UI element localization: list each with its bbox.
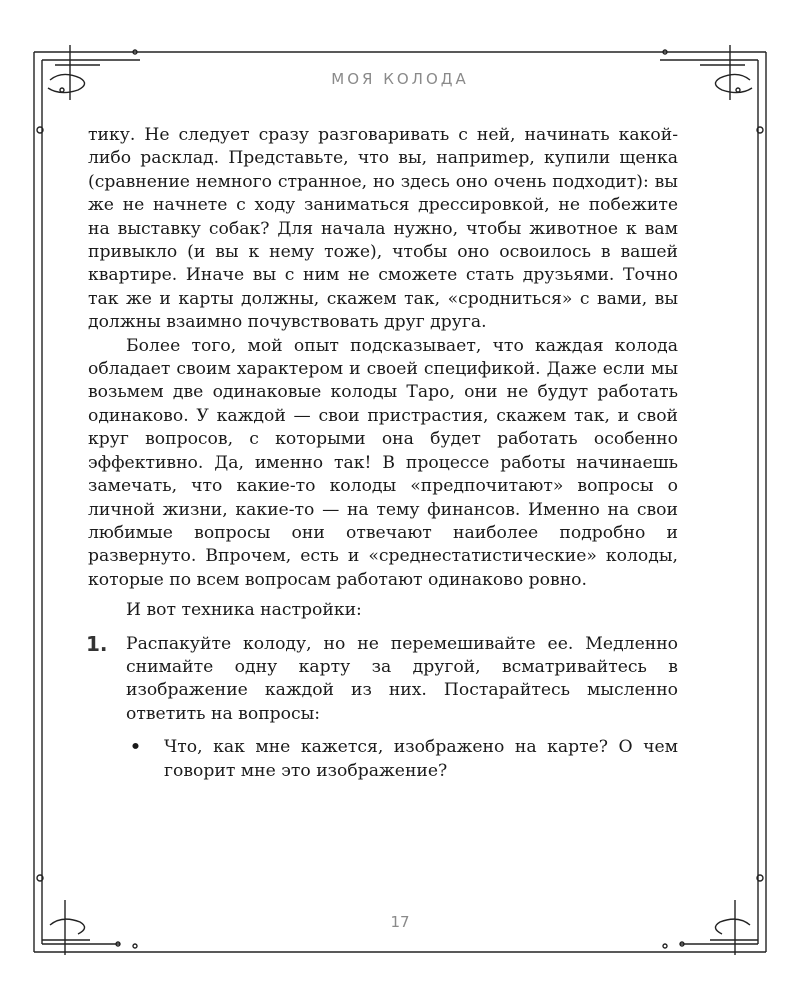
list-item-text: Распакуйте колоду, но не перемешивайте ее. Медленно снимайте одну карту за другой, всматривайтесь в изображение каждой из них. Постарайтесь мысленно ответить на вопросы: <box>126 633 678 724</box>
paragraph: тику. Не следует сразу разговаривать с ней, начинать какой-либо расклад. Представьте, что вы, наприmер, купили щенка (сравнение немного странное, но здесь оно очень подходит): вы же не начнете с ходу заниматься дрессировкой, не побежите на выставку собак? Для начала нужно, чтобы животное к вам привыкло (и вы к нему тоже), чтобы оно освоилось в вашей квартире. Иначе вы с ним не сможете стать друзьями. Точно так же и карты должны, скажем так, «сродниться» с вами, вы должны взаимно почувствовать друг друга. <box>88 125 678 333</box>
bullet-icon: • <box>130 737 141 758</box>
paragraph: Более того, мой опыт подсказывает, что каждая колода обладает своим характером и своей спецификой. Даже если мы возьмем две одинаковые колоды Таро, они не будут работать одинаково. У каждой — свои пристрастия, скажем так, и свой круг вопросов, с которыми она будет работать особенно эффективно. Да, именно так! В процессе работы начинаешь замечать, что какие-то колоды «предпочитают» вопросы о личной жизни, какие-то — на тему финансов. Именно на свои любимые вопросы они отвечают наиболее подробно и развернуто. Впрочем, есть и «среднестатистические» колоды, которые по всем вопросам работают одинаково ровно. <box>88 335 678 590</box>
page-body <box>88 124 678 783</box>
bullet-item <box>126 736 678 783</box>
bullet-item-text: Что, как мне кажется, изображено на карте? О чем говорит мне это изображение? <box>164 737 678 781</box>
running-header-title: МОЯ КОЛОДА <box>331 70 469 88</box>
page-number: 17 <box>390 913 410 931</box>
lead-in-line: И вот техника настройки: <box>126 600 362 621</box>
numbered-list <box>88 633 678 783</box>
list-item-number: 1. <box>86 631 108 656</box>
list-item <box>88 633 678 783</box>
bullet-list <box>126 736 678 783</box>
